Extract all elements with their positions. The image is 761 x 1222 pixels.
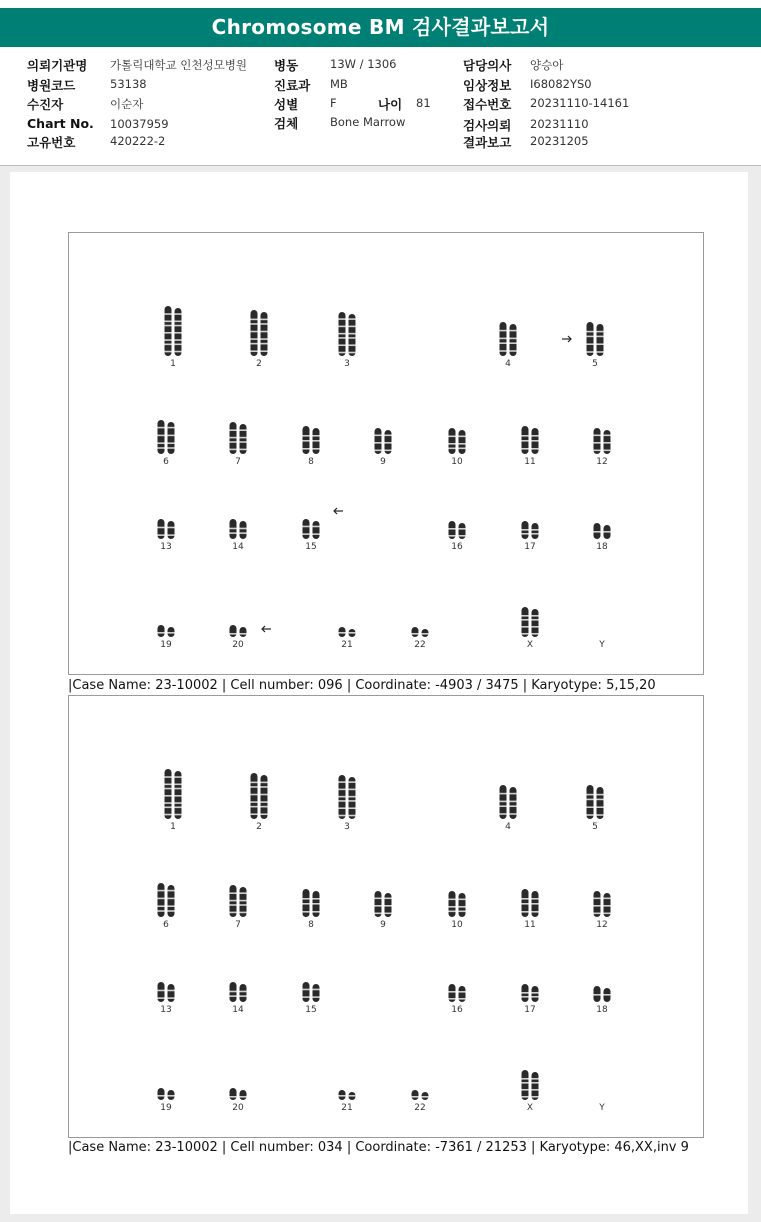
chromosome-label-3: 3 — [344, 822, 350, 832]
chromosome-6 — [158, 420, 175, 454]
chromosome-label-9: 9 — [380, 457, 386, 467]
chromosome-label-y: Y — [599, 640, 605, 650]
label-ward: 병동 — [274, 58, 299, 73]
chromosome-x — [522, 607, 539, 637]
value-requesting-institution: 가톨릭대학교 인천성모병원 — [110, 58, 247, 72]
chromosome-label-2: 2 — [256, 359, 262, 369]
value-unique-no: 420222-2 — [110, 134, 166, 148]
chromosome-19 — [158, 625, 175, 637]
chromosome-label-4: 4 — [505, 359, 511, 369]
label-unique-no: 고유번호 — [27, 135, 76, 150]
chromosome-20 — [230, 1088, 247, 1100]
chromosome-21 — [339, 627, 356, 637]
chromosome-12 — [594, 428, 611, 454]
chromosome-4 — [500, 322, 517, 356]
chromosome-14 — [230, 519, 247, 539]
chromosome-label-x: X — [526, 1103, 534, 1113]
top-margin — [0, 0, 761, 8]
chromosome-label-9: 9 — [380, 920, 386, 930]
karyogram-caption-2: |Case Name: 23-10002 | Cell number: 034 | Coordinate: -7361 / 21253 | Karyotype: 46,XX,inv 9 — [68, 1140, 689, 1155]
chromosome-17 — [522, 521, 539, 539]
chromosome-label-11: 11 — [524, 457, 536, 467]
chromosome-18 — [594, 986, 611, 1002]
value-physician: 양승아 — [530, 58, 564, 72]
value-receipt-no: 20231110-14161 — [530, 96, 630, 110]
chromosome-17 — [522, 984, 539, 1002]
chromosome-label-13: 13 — [160, 542, 172, 552]
chromosome-1 — [165, 769, 182, 819]
chromosome-label-17: 17 — [524, 1005, 536, 1015]
chromosome-4 — [500, 785, 517, 819]
chromosome-label-4: 4 — [505, 822, 511, 832]
label-chart-no: Chart No. — [27, 116, 94, 131]
chromosome-label-5: 5 — [592, 359, 598, 369]
chromosome-10 — [449, 891, 466, 917]
chromosome-label-15: 15 — [305, 542, 317, 552]
arrow-icon — [562, 336, 571, 342]
karyogram-panel-1 — [68, 232, 704, 675]
chromosome-21 — [339, 1090, 356, 1100]
chromosome-label-8: 8 — [308, 457, 314, 467]
chromosome-label-13: 13 — [160, 1005, 172, 1015]
chromosome-12 — [594, 891, 611, 917]
karyogram-caption-1: |Case Name: 23-10002 | Cell number: 096 | Coordinate: -4903 / 3475 | Karyotype: 5,15,20 — [68, 678, 656, 693]
chromosome-label-1: 1 — [170, 822, 176, 832]
value-sex: F — [330, 96, 337, 110]
chromosome-label-22: 22 — [414, 1103, 426, 1113]
chromosome-6 — [158, 883, 175, 917]
label-department: 진료과 — [274, 78, 311, 93]
chromosome-label-15: 15 — [305, 1005, 317, 1015]
label-physician: 담당의사 — [463, 58, 512, 73]
chromosome-label-6: 6 — [163, 920, 169, 930]
chromosome-x — [522, 1070, 539, 1100]
chromosome-label-14: 14 — [232, 1005, 244, 1015]
value-clinical-info: I68082YS0 — [530, 77, 592, 91]
value-patient: 이순자 — [110, 97, 144, 111]
chromosome-label-21: 21 — [341, 1103, 353, 1113]
chromosome-19 — [158, 1088, 175, 1100]
chromosome-label-11: 11 — [524, 920, 536, 930]
chromosome-label-20: 20 — [232, 1103, 244, 1113]
chromosome-label-x: X — [526, 640, 534, 650]
chromosome-label-21: 21 — [341, 640, 353, 650]
chromosome-label-18: 18 — [596, 542, 608, 552]
label-receipt-no: 접수번호 — [463, 97, 512, 112]
chromosome-7 — [230, 885, 247, 917]
label-patient: 수진자 — [27, 97, 64, 112]
label-age: 나이 — [378, 97, 403, 112]
chromosome-label-2: 2 — [256, 822, 262, 832]
chromosome-label-18: 18 — [596, 1005, 608, 1015]
karyogram-image-2 — [69, 696, 703, 1137]
chromosome-22 — [412, 627, 429, 637]
arrow-icon — [262, 626, 271, 632]
chromosome-label-14: 14 — [232, 542, 244, 552]
label-clinical-info: 임상정보 — [463, 78, 512, 93]
chromosome-2 — [251, 310, 268, 356]
karyogram-image-1 — [69, 233, 703, 674]
value-ward: 13W / 1306 — [330, 57, 397, 71]
chromosome-18 — [594, 523, 611, 539]
chromosome-10 — [449, 428, 466, 454]
chromosome-20 — [230, 625, 247, 637]
value-hospital-code: 53138 — [110, 77, 147, 91]
value-test-request: 20231110 — [530, 117, 589, 131]
label-result-report: 결과보고 — [463, 135, 512, 150]
chromosome-label-7: 7 — [235, 457, 241, 467]
chromosome-label-5: 5 — [592, 822, 598, 832]
chromosome-label-7: 7 — [235, 920, 241, 930]
chromosome-label-3: 3 — [344, 359, 350, 369]
chromosome-22 — [412, 1090, 429, 1100]
chromosome-8 — [303, 426, 320, 454]
chromosome-9 — [375, 891, 392, 917]
chromosome-label-16: 16 — [451, 1005, 463, 1015]
chromosome-13 — [158, 519, 175, 539]
label-specimen: 검체 — [274, 116, 299, 131]
chromosome-9 — [375, 428, 392, 454]
chromosome-16 — [449, 521, 466, 539]
report-header — [0, 47, 761, 166]
label-test-request: 검사의뢰 — [463, 118, 512, 133]
arrow-icon — [334, 508, 343, 514]
karyogram-panel-2 — [68, 695, 704, 1138]
chromosome-5 — [587, 322, 604, 356]
chromosome-label-10: 10 — [451, 457, 463, 467]
chromosome-11 — [522, 426, 539, 454]
chromosome-label-17: 17 — [524, 542, 536, 552]
value-department: MB — [330, 77, 348, 91]
label-sex: 성별 — [274, 97, 299, 112]
chromosome-15 — [303, 982, 320, 1002]
chromosome-8 — [303, 889, 320, 917]
value-result-report: 20231205 — [530, 134, 589, 148]
chromosome-label-19: 19 — [160, 640, 172, 650]
chromosome-label-20: 20 — [232, 640, 244, 650]
chromosome-label-16: 16 — [451, 542, 463, 552]
chromosome-label-12: 12 — [596, 457, 608, 467]
chromosome-label-1: 1 — [170, 359, 176, 369]
chromosome-13 — [158, 982, 175, 1002]
value-age: 81 — [416, 96, 431, 110]
chromosome-1 — [165, 306, 182, 356]
label-requesting-institution: 의뢰기관명 — [27, 58, 88, 73]
chromosome-15 — [303, 519, 320, 539]
chromosome-2 — [251, 773, 268, 819]
value-specimen: Bone Marrow — [330, 115, 406, 129]
chromosome-label-10: 10 — [451, 920, 463, 930]
report-title: Chromosome BM 검사결과보고서 — [0, 8, 761, 47]
chromosome-3 — [339, 312, 356, 356]
chromosome-label-y: Y — [599, 1103, 605, 1113]
chromosome-11 — [522, 889, 539, 917]
chromosome-3 — [339, 775, 356, 819]
chromosome-label-19: 19 — [160, 1103, 172, 1113]
chromosome-14 — [230, 982, 247, 1002]
chromosome-7 — [230, 422, 247, 454]
chromosome-label-22: 22 — [414, 640, 426, 650]
label-hospital-code: 병원코드 — [27, 78, 76, 93]
chromosome-label-12: 12 — [596, 920, 608, 930]
chromosome-label-8: 8 — [308, 920, 314, 930]
chromosome-label-6: 6 — [163, 457, 169, 467]
value-chart-no: 10037959 — [110, 117, 169, 131]
chromosome-5 — [587, 785, 604, 819]
chromosome-16 — [449, 984, 466, 1002]
